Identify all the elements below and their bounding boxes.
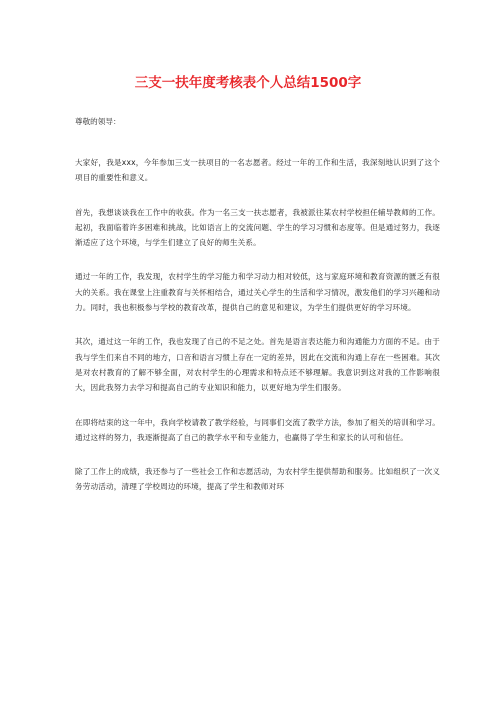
paragraph-findings: 通过一年的工作，我发现，农村学生的学习能力和学习动力相对较低，这与家庭环境和教育资源的匮乏有很大的关系。我在课堂上注重教育与关怀相结合，通过关心学生的生活和学习情况，激发他们的学习兴趣和动力。同时，我也积极参与学校的教育改革，提供自己的意见和建议，为学生们提供更好的学习环境。 xyxy=(75,272,440,313)
paragraph-volunteer: 除了工作上的成绩，我还参与了一些社会工作和志愿活动，为农村学生提供帮助和服务。比如组织了一次义务劳动活动，清理了学校周边的环境，提高了学生和教师对环 xyxy=(75,467,440,492)
document-title: 三支一扶年度考核表个人总结1500字 xyxy=(134,75,362,91)
paragraph-gains: 首先，我想谈谈我在工作中的收获。作为一名三支一扶志愿者，我被派往某农村学校担任辅导教师的工作。起初，我面临着许多困难和挑战，比如语言上的交流问题、学生的学习习惯和态度等。但是通过努力，我逐渐适应了这个环境，与学生们建立了良好的师生关系。 xyxy=(75,207,440,248)
paragraph-intro: 大家好，我是xxx，今年参加三支一扶项目的一名志愿者。经过一年的工作和生活，我深刻地认识到了这个项目的重要性和意义。 xyxy=(75,158,440,183)
paragraph-improvement: 在即将结束的这一年中，我向学校请教了教学经验，与同事们交流了教学方法，参加了相关的培训和学习。通过这样的努力，我逐渐提高了自己的教学水平和专业能力，也赢得了学生和家长的认可和信任。 xyxy=(75,417,440,442)
document-body xyxy=(75,116,440,514)
paragraph-shortcomings: 其次，通过这一年的工作，我也发现了自己的不足之处。首先是语言表达能力和沟通能力方面的不足。由于我与学生们来自不同的地方，口音和语言习惯上存在一定的差异，因此在交流和沟通上存在一些困难。其次是对农村教育的了解不够全面，对农村学生的心理需求和特点还不够理解。我意识到这对我的工作影响很大，因此我努力去学习和提高自己的专业知识和能力，以更好地为学生们服务。 xyxy=(75,337,440,393)
salutation: 尊敬的领导： xyxy=(75,117,121,126)
